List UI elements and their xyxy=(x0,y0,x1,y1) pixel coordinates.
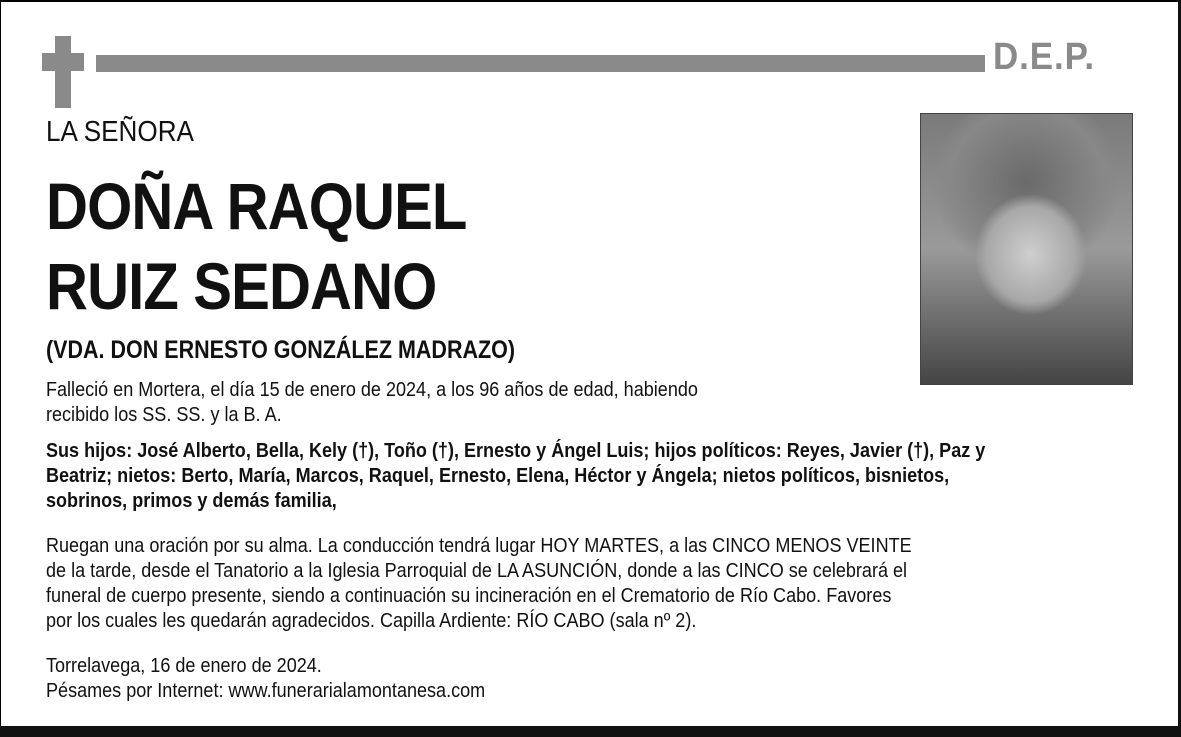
portrait-photo xyxy=(920,113,1133,385)
place-date: Torrelavega, 16 de enero de 2024. xyxy=(46,654,322,677)
closing-paragraph xyxy=(46,653,485,703)
family-paragraph xyxy=(46,438,985,513)
condolences-link[interactable]: Pésames por Internet: www.funerarialamontanesa.com xyxy=(46,679,486,702)
cross-vertical-bar xyxy=(55,36,71,108)
cross-horizontal-bar xyxy=(42,53,84,71)
service-line: funeral de cuerpo presente, siendo a continuación su incineración en el Crematorio de Río Cabo. Favores xyxy=(46,584,892,607)
honorific-title: LA SEÑORA xyxy=(46,116,194,148)
service-line: de la tarde, desde el Tanatorio a la Iglesia Parroquial de LA ASUNCIÓN, donde a las CINCO se celebrará el xyxy=(46,559,908,582)
family-line: sobrinos, primos y demás familia, xyxy=(46,489,337,512)
deceased-name-line2: RUIZ SEDANO xyxy=(46,249,437,323)
service-line: por los cuales les quedarán agradecidos. Capilla Ardiente: RÍO CABO (sala nº 2). xyxy=(46,609,697,632)
family-line: Beatriz; nietos: Berto, María, Marcos, Raquel, Ernesto, Elena, Héctor y Ángela; nietos políticos, bisnietos, xyxy=(46,464,950,487)
service-line: Ruegan una oración por su alma. La conducción tendrá lugar HOY MARTES, a las CINCO MENOS VEINTE xyxy=(46,534,912,557)
family-line: Sus hijos: José Alberto, Bella, Kely (†), Toño (†), Ernesto y Ángel Luis; hijos políticos: Reyes, Javier (†), Paz y xyxy=(46,439,986,462)
dep-label: D.E.P. xyxy=(993,36,1096,78)
death-paragraph xyxy=(46,377,698,427)
deceased-name-line1: DOÑA RAQUEL xyxy=(46,169,467,243)
bottom-border-bar xyxy=(0,726,1181,737)
widow-of-line: (VDA. DON ERNESTO GONZÁLEZ MADRAZO) xyxy=(46,336,516,364)
header-rule xyxy=(96,55,985,72)
death-line: Falleció en Mortera, el día 15 de enero de 2024, a los 96 años de edad, habiendo xyxy=(46,378,698,401)
death-line: recibido los SS. SS. y la B. A. xyxy=(46,403,282,426)
service-paragraph xyxy=(46,533,912,633)
